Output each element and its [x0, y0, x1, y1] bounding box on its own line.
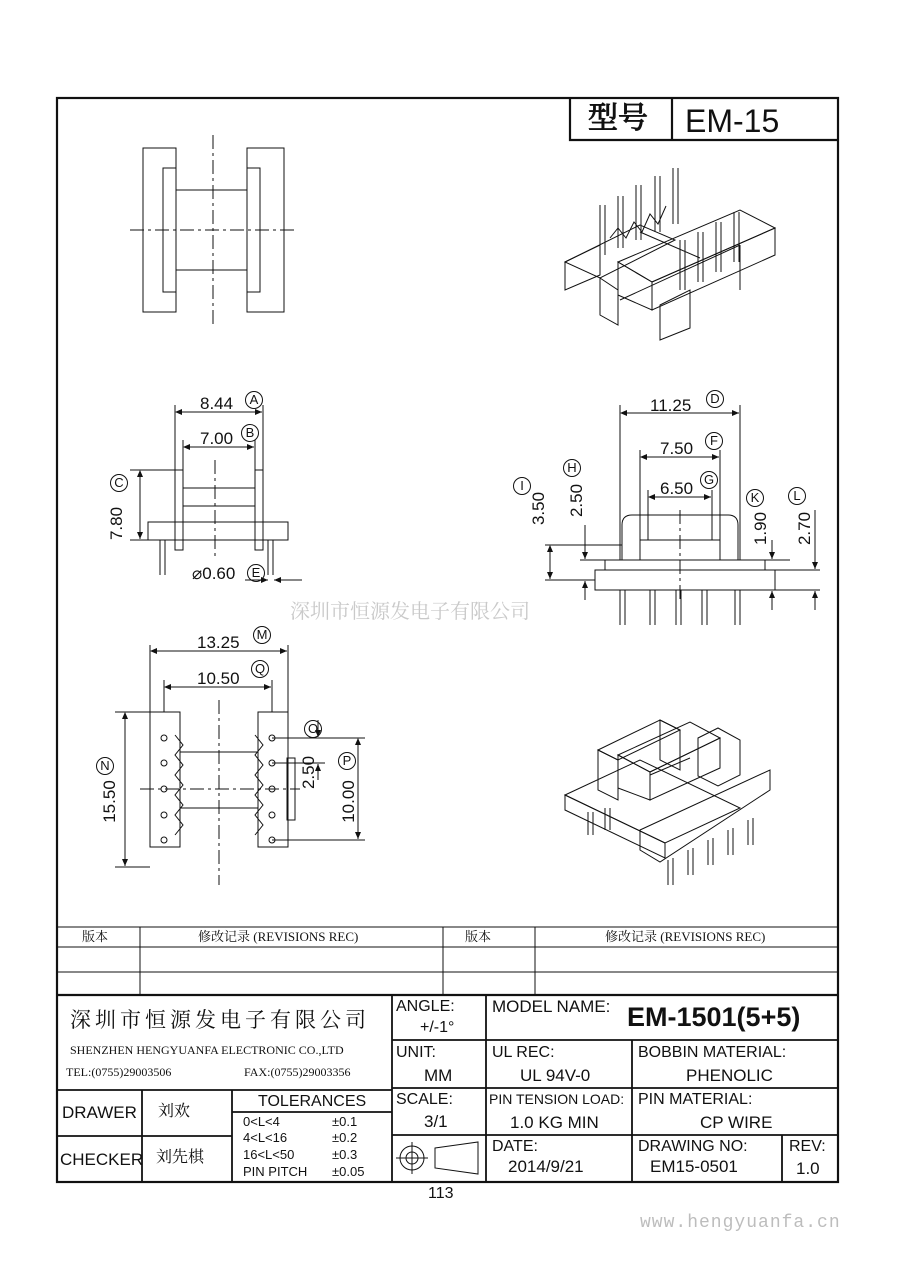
checker-value: 刘先棋	[156, 1149, 205, 1166]
dim-A-value: 8.44	[200, 394, 234, 413]
tolerance-value-1: ±0.2	[332, 1130, 358, 1145]
dim-M-letter: M	[253, 626, 271, 644]
dim-L-letter: L	[788, 487, 806, 505]
company-fax: FAX:(0755)29003356	[244, 1065, 351, 1079]
angle-value: +/-1°	[420, 1019, 455, 1036]
rev-col-record-1: 修改记录 (REVISIONS REC)	[198, 929, 359, 944]
dim-F-letter: F	[705, 432, 723, 450]
dim-E-letter: E	[247, 564, 265, 582]
tolerance-value-3: ±0.05	[332, 1164, 365, 1179]
dim-G-value: 6.50	[660, 479, 694, 498]
website-watermark: www.hengyuanfa.cn	[640, 1213, 841, 1233]
dim-P-value: 10.00	[338, 780, 358, 823]
dim-B-value: 7.00	[200, 429, 234, 448]
date-value: 2014/9/21	[508, 1157, 584, 1176]
dim-E-value: ⌀0.60	[192, 564, 236, 583]
side-view-right	[545, 405, 820, 625]
dim-D-letter: D	[706, 390, 724, 408]
rev-col-version-2: 版本	[465, 929, 492, 944]
unit-value: MM	[424, 1066, 453, 1085]
scale-label: SCALE:	[396, 1091, 453, 1108]
tolerance-value-2: ±0.3	[332, 1147, 358, 1162]
dim-R-value: 2.50	[299, 755, 319, 790]
tolerance-range-2: 16<L<50	[243, 1147, 295, 1162]
dim-C-value: 7.80	[107, 506, 127, 541]
dim-A-letter: A	[245, 391, 263, 409]
company-name-cn: 深圳市恒源发电子有限公司	[70, 1008, 370, 1032]
dim-N-value: 15.50	[99, 780, 119, 823]
checker-label: CHECKER	[60, 1150, 144, 1169]
dim-H-letter: H	[563, 459, 581, 477]
dim-C-letter: C	[110, 474, 128, 492]
dim-P-letter: P	[338, 752, 356, 770]
watermark-company: 深圳市恒源发电子有限公司	[290, 601, 530, 623]
bobbin-material-value: PHENOLIC	[686, 1066, 773, 1085]
ul-rec-value: UL 94V-0	[520, 1066, 591, 1085]
dim-I-letter: I	[513, 477, 531, 495]
model-name-value: EM-1501(5+5)	[627, 1002, 801, 1032]
scale-value: 3/1	[424, 1112, 448, 1131]
rev-label: REV:	[789, 1138, 826, 1155]
bottom-view-plan	[115, 645, 365, 885]
drawing-no-label: DRAWING NO:	[638, 1138, 748, 1155]
model-label: 型号	[588, 102, 648, 135]
rev-col-version-1: 版本	[82, 929, 109, 944]
dim-L-value: 2.70	[795, 511, 815, 546]
page-number: 113	[428, 1185, 454, 1202]
dim-Q-letter: Q	[251, 660, 269, 678]
top-view-bobbin	[130, 135, 298, 325]
company-name-en: SHENZHEN HENGYUANFA ELECTRONIC CO.,LTD	[70, 1043, 344, 1057]
dim-H-value: 2.50	[567, 483, 587, 518]
dim-M-value: 13.25	[197, 633, 240, 652]
model-name-label: MODEL NAME:	[492, 997, 611, 1016]
pin-material-value: CP WIRE	[700, 1113, 773, 1132]
pin-tension-value: 1.0 KG MIN	[510, 1113, 599, 1132]
pin-tension-label: PIN TENSION LOAD:	[489, 1091, 625, 1107]
angle-label: ANGLE:	[396, 998, 455, 1015]
isometric-view-bottom	[565, 720, 770, 885]
dim-N-letter: N	[96, 757, 114, 775]
tolerance-range-0: 0<L<4	[243, 1114, 280, 1129]
tolerance-value-0: ±0.1	[332, 1114, 358, 1129]
dim-I-value: 3.50	[529, 491, 549, 526]
projection-symbol	[396, 1142, 478, 1174]
rev-col-record-2: 修改记录 (REVISIONS REC)	[605, 929, 766, 944]
tolerances-label: TOLERANCES	[258, 1093, 367, 1110]
dim-F-value: 7.50	[660, 439, 694, 458]
dim-D-value: 11.25	[650, 396, 692, 415]
date-label: DATE:	[492, 1138, 538, 1155]
dim-B-letter: B	[241, 424, 259, 442]
bobbin-material-label: BOBBIN MATERIAL:	[638, 1044, 787, 1061]
rev-value: 1.0	[796, 1159, 820, 1178]
dim-O-letter: O	[304, 720, 322, 738]
dim-Q-value: 10.50	[197, 669, 240, 688]
tolerance-range-3: PIN PITCH	[243, 1164, 308, 1179]
model-value: EM-15	[685, 103, 780, 139]
dim-K-value: 1.90	[751, 511, 771, 546]
isometric-view-top	[565, 168, 775, 340]
drawer-value: 刘欢	[158, 1103, 191, 1120]
drawing-no-value: EM15-0501	[650, 1157, 738, 1176]
dim-K-letter: K	[746, 489, 764, 507]
company-tel: TEL:(0755)29003506	[66, 1065, 172, 1079]
unit-label: UNIT:	[396, 1044, 436, 1061]
dim-G-letter: G	[700, 471, 718, 489]
ul-rec-label: UL REC:	[492, 1044, 555, 1061]
pin-material-label: PIN MATERIAL:	[638, 1091, 753, 1108]
drawer-label: DRAWER	[62, 1103, 137, 1122]
tolerance-range-1: 4<L<16	[243, 1130, 288, 1145]
